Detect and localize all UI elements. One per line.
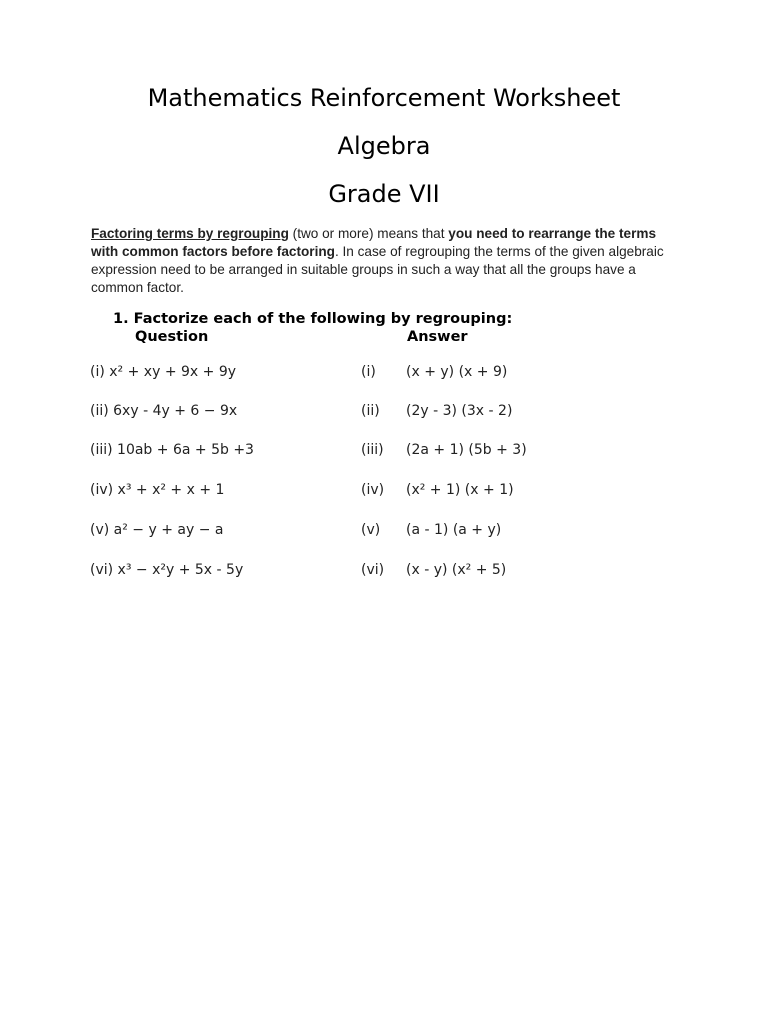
question-text: (iv) x³ + x² + x + 1 bbox=[90, 482, 225, 498]
answer-text: (2y - 3) (3x - 2) bbox=[406, 403, 513, 419]
exercise-row bbox=[0, 442, 768, 464]
answer-number: (iii) bbox=[361, 442, 384, 458]
question-text: (iii) 10ab + 6a + 5b +3 bbox=[90, 442, 254, 458]
question-text: (i) x² + xy + 9x + 9y bbox=[90, 364, 237, 380]
exercise-row bbox=[0, 364, 768, 386]
exercise-row bbox=[0, 522, 768, 544]
intro-term: Factoring terms by regrouping bbox=[91, 226, 289, 241]
intro-emphasis: you need to rearrange the terms with common factors before factoring bbox=[91, 226, 657, 259]
question-text: (vi) x³ − x²y + 5x - 5y bbox=[90, 562, 244, 578]
worksheet-title: Mathematics Reinforcement Worksheet bbox=[147, 84, 621, 112]
intro-paragraph bbox=[91, 225, 681, 297]
answer-number: (v) bbox=[361, 522, 381, 538]
answer-text: (a - 1) (a + y) bbox=[406, 522, 502, 538]
subject-title: Algebra bbox=[337, 132, 431, 160]
answer-number: (ii) bbox=[361, 403, 380, 419]
answer-number: (iv) bbox=[361, 482, 385, 498]
column-header-question: Question bbox=[135, 329, 209, 345]
instruction-heading: 1. Factorize each of the following by regrouping: bbox=[113, 311, 513, 327]
question-text: (v) a² − y + ay − a bbox=[90, 522, 224, 538]
exercise-row bbox=[0, 562, 768, 584]
answer-number: (i) bbox=[361, 364, 376, 380]
intro-text-2: . In case of regrouping the terms of the given algebraic expression need to be arranged in suitable groups in such a way that all the groups have a common factor. bbox=[91, 244, 664, 295]
answer-text: (x + y) (x + 9) bbox=[406, 364, 508, 380]
answer-text: (2a + 1) (5b + 3) bbox=[406, 442, 527, 458]
grade-title: Grade VII bbox=[328, 180, 440, 208]
question-text: (ii) 6xy - 4y + 6 − 9x bbox=[90, 403, 238, 419]
answer-number: (vi) bbox=[361, 562, 385, 578]
answer-text: (x - y) (x² + 5) bbox=[406, 562, 507, 578]
exercise-row bbox=[0, 403, 768, 425]
column-header-answer: Answer bbox=[407, 329, 468, 345]
exercise-row bbox=[0, 482, 768, 504]
answer-text: (x² + 1) (x + 1) bbox=[406, 482, 514, 498]
intro-text-1: (two or more) means that bbox=[288, 226, 449, 241]
